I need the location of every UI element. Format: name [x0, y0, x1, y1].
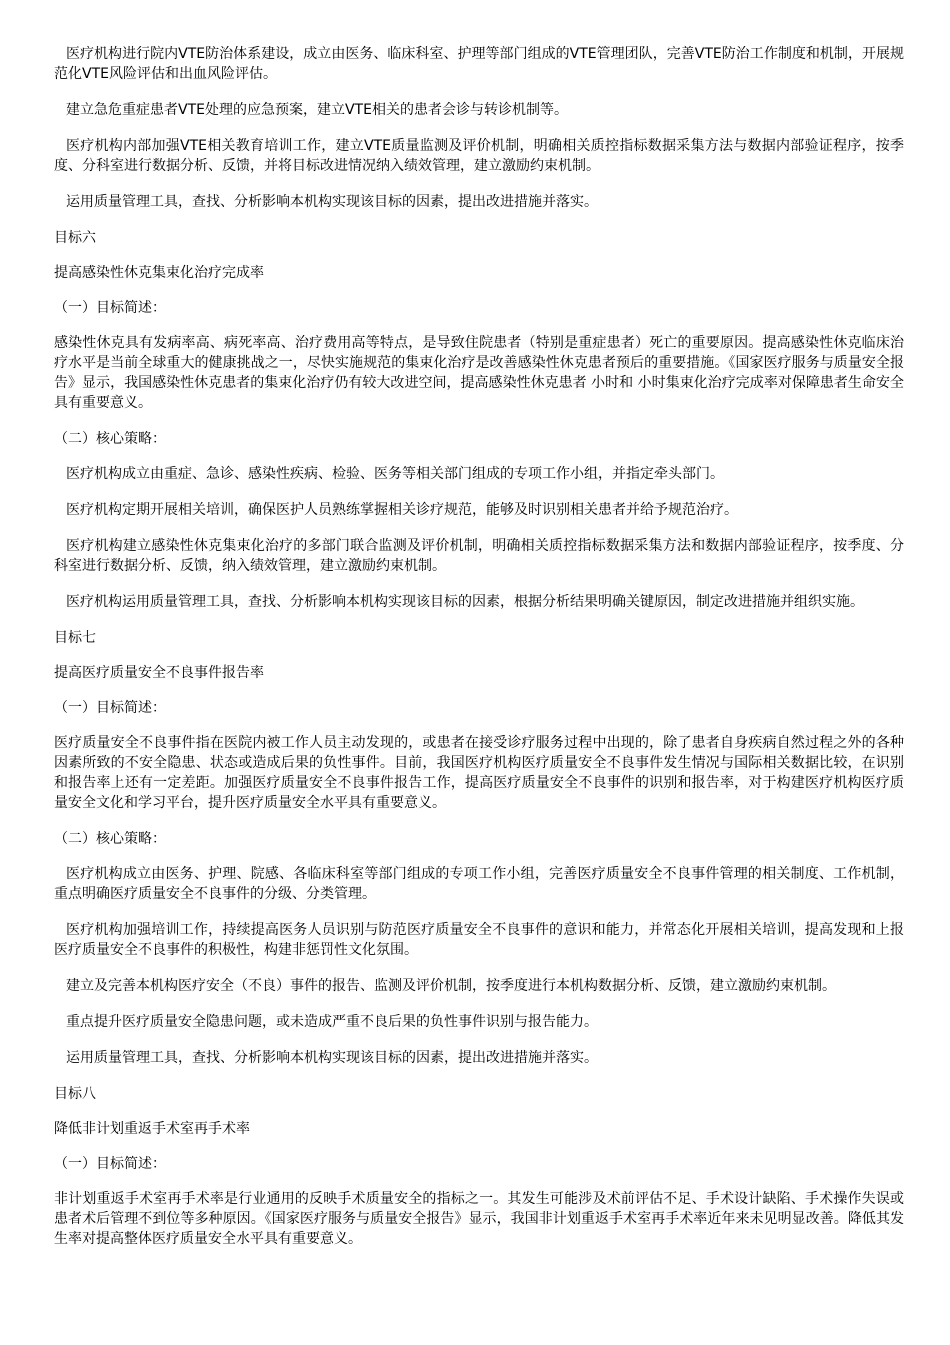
- goal-6-strategy-4: 医疗机构运用质量管理工具，查找、分析影响本机构实现该目标的因素，根据分析结果明确关键原因，制定改进措施并组织实施。: [66, 594, 864, 610]
- paragraph-vte-system: 医疗机构进行院内VTE防治体系建设，成立由医务、临床科室、护理等部门组成的VTE管理团队，完善VTE防治工作制度和机制，开展规范化VTE风险评估和出血风险评估。: [54, 46, 904, 82]
- paragraph-vte-quality-tools: 运用质量管理工具，查找、分析影响本机构实现该目标的因素，提出改进措施并落实。: [66, 194, 598, 210]
- goal-7-summary-text: 医疗质量安全不良事件指在医院内被工作人员主动发现的，或患者在接受诊疗服务过程中出现的，除了患者自身疾病自然过程之外的各种因素所致的不安全隐患、状态或造成后果的负性事件。目前，我国医疗机构医疗质量安全不良事件发生情况与国际相关数据比较，在识别和报告率上还有一定差距。加强医疗质量安全不良事件报告工作，提高医疗质量安全不良事件的识别和报告率，对于构建医疗机构医疗质量安全文化和学习平台，提升医疗质量安全水平具有重要意义。: [54, 735, 904, 811]
- paragraph-vte-training: 医疗机构内部加强VTE相关教育培训工作，建立VTE质量监测及评价机制，明确相关质控指标数据采集方法与数据内部验证程序，按季度、分科室进行数据分析、反馈，并将目标改进情况纳入绩效管理，建立激励约束机制。: [54, 138, 904, 174]
- goal-6-strategy-heading: （二）核心策略：: [54, 431, 166, 447]
- section-heading-goal-6: 目标六: [54, 230, 96, 246]
- goal-8-title: 降低非计划重返手术室再手术率: [54, 1121, 250, 1137]
- goal-7-strategy-3: 建立及完善本机构医疗安全（不良）事件的报告、监测及评价机制，按季度进行本机构数据分析、反馈，建立激励约束机制。: [66, 978, 836, 994]
- goal-6-strategy-1: 医疗机构成立由重症、急诊、感染性疾病、检验、医务等相关部门组成的专项工作小组，并指定牵头部门。: [66, 466, 724, 482]
- goal-7-summary-heading: （一）目标简述：: [54, 700, 166, 716]
- goal-7-strategy-1: 医疗机构成立由医务、护理、院感、各临床科室等部门组成的专项工作小组，完善医疗质量安全不良事件管理的相关制度、工作机制，重点明确医疗质量安全不良事件的分级、分类管理。: [54, 866, 904, 902]
- goal-7-strategy-5: 运用质量管理工具，查找、分析影响本机构实现该目标的因素，提出改进措施并落实。: [66, 1050, 598, 1066]
- goal-6-strategy-3: 医疗机构建立感染性休克集束化治疗的多部门联合监测及评价机制，明确相关质控指标数据采集方法和数据内部验证程序，按季度、分科室进行数据分析、反馈，纳入绩效管理，建立激励约束机制。: [54, 538, 904, 574]
- goal-7-strategy-heading: （二）核心策略：: [54, 831, 166, 847]
- paragraph-vte-emergency-plan: 建立急危重症患者VTE处理的应急预案，建立VTE相关的患者会诊与转诊机制等。: [66, 102, 568, 118]
- goal-8-summary-text: 非计划重返手术室再手术率是行业通用的反映手术质量安全的指标之一。其发生可能涉及术前评估不足、手术设计缺陷、手术操作失误或患者术后管理不到位等多种原因。《国家医疗服务与质量安全报告》显示，我国非计划重返手术室再手术率近年来未见明显改善。降低其发生率对提高整体医疗质量安全水平具有重要意义。: [54, 1191, 904, 1247]
- goal-7-strategy-2: 医疗机构加强培训工作，持续提高医务人员识别与防范医疗质量安全不良事件的意识和能力，并常态化开展相关培训，提高发现和上报医疗质量安全不良事件的积极性，构建非惩罚性文化氛围。: [54, 922, 904, 958]
- goal-6-title: 提高感染性休克集束化治疗完成率: [54, 265, 264, 281]
- goal-7-title: 提高医疗质量安全不良事件报告率: [54, 665, 264, 681]
- goal-8-summary-heading: （一）目标简述：: [54, 1156, 166, 1172]
- goal-7-strategy-4: 重点提升医疗质量安全隐患问题，或未造成严重不良后果的负性事件识别与报告能力。: [66, 1014, 598, 1030]
- goal-6-summary-heading: （一）目标简述：: [54, 300, 166, 316]
- section-heading-goal-8: 目标八: [54, 1086, 96, 1102]
- goal-6-summary-text: 感染性休克具有发病率高、病死率高、治疗费用高等特点，是导致住院患者（特别是重症患者）死亡的重要原因。提高感染性休克临床治疗水平是当前全球重大的健康挑战之一，尽快实施规范的集束化治疗是改善感染性休克患者预后的重要措施。《国家医疗服务与质量安全报告》显示，我国感染性休克患者的集束化治疗仍有较大改进空间，提高感染性休克患者 小时和 小时集束化治疗完成率对保障患者生命安全具有重要意义。: [54, 335, 904, 411]
- goal-6-strategy-2: 医疗机构定期开展相关培训，确保医护人员熟练掌握相关诊疗规范，能够及时识别相关患者并给予规范治疗。: [66, 502, 738, 518]
- section-heading-goal-7: 目标七: [54, 630, 96, 646]
